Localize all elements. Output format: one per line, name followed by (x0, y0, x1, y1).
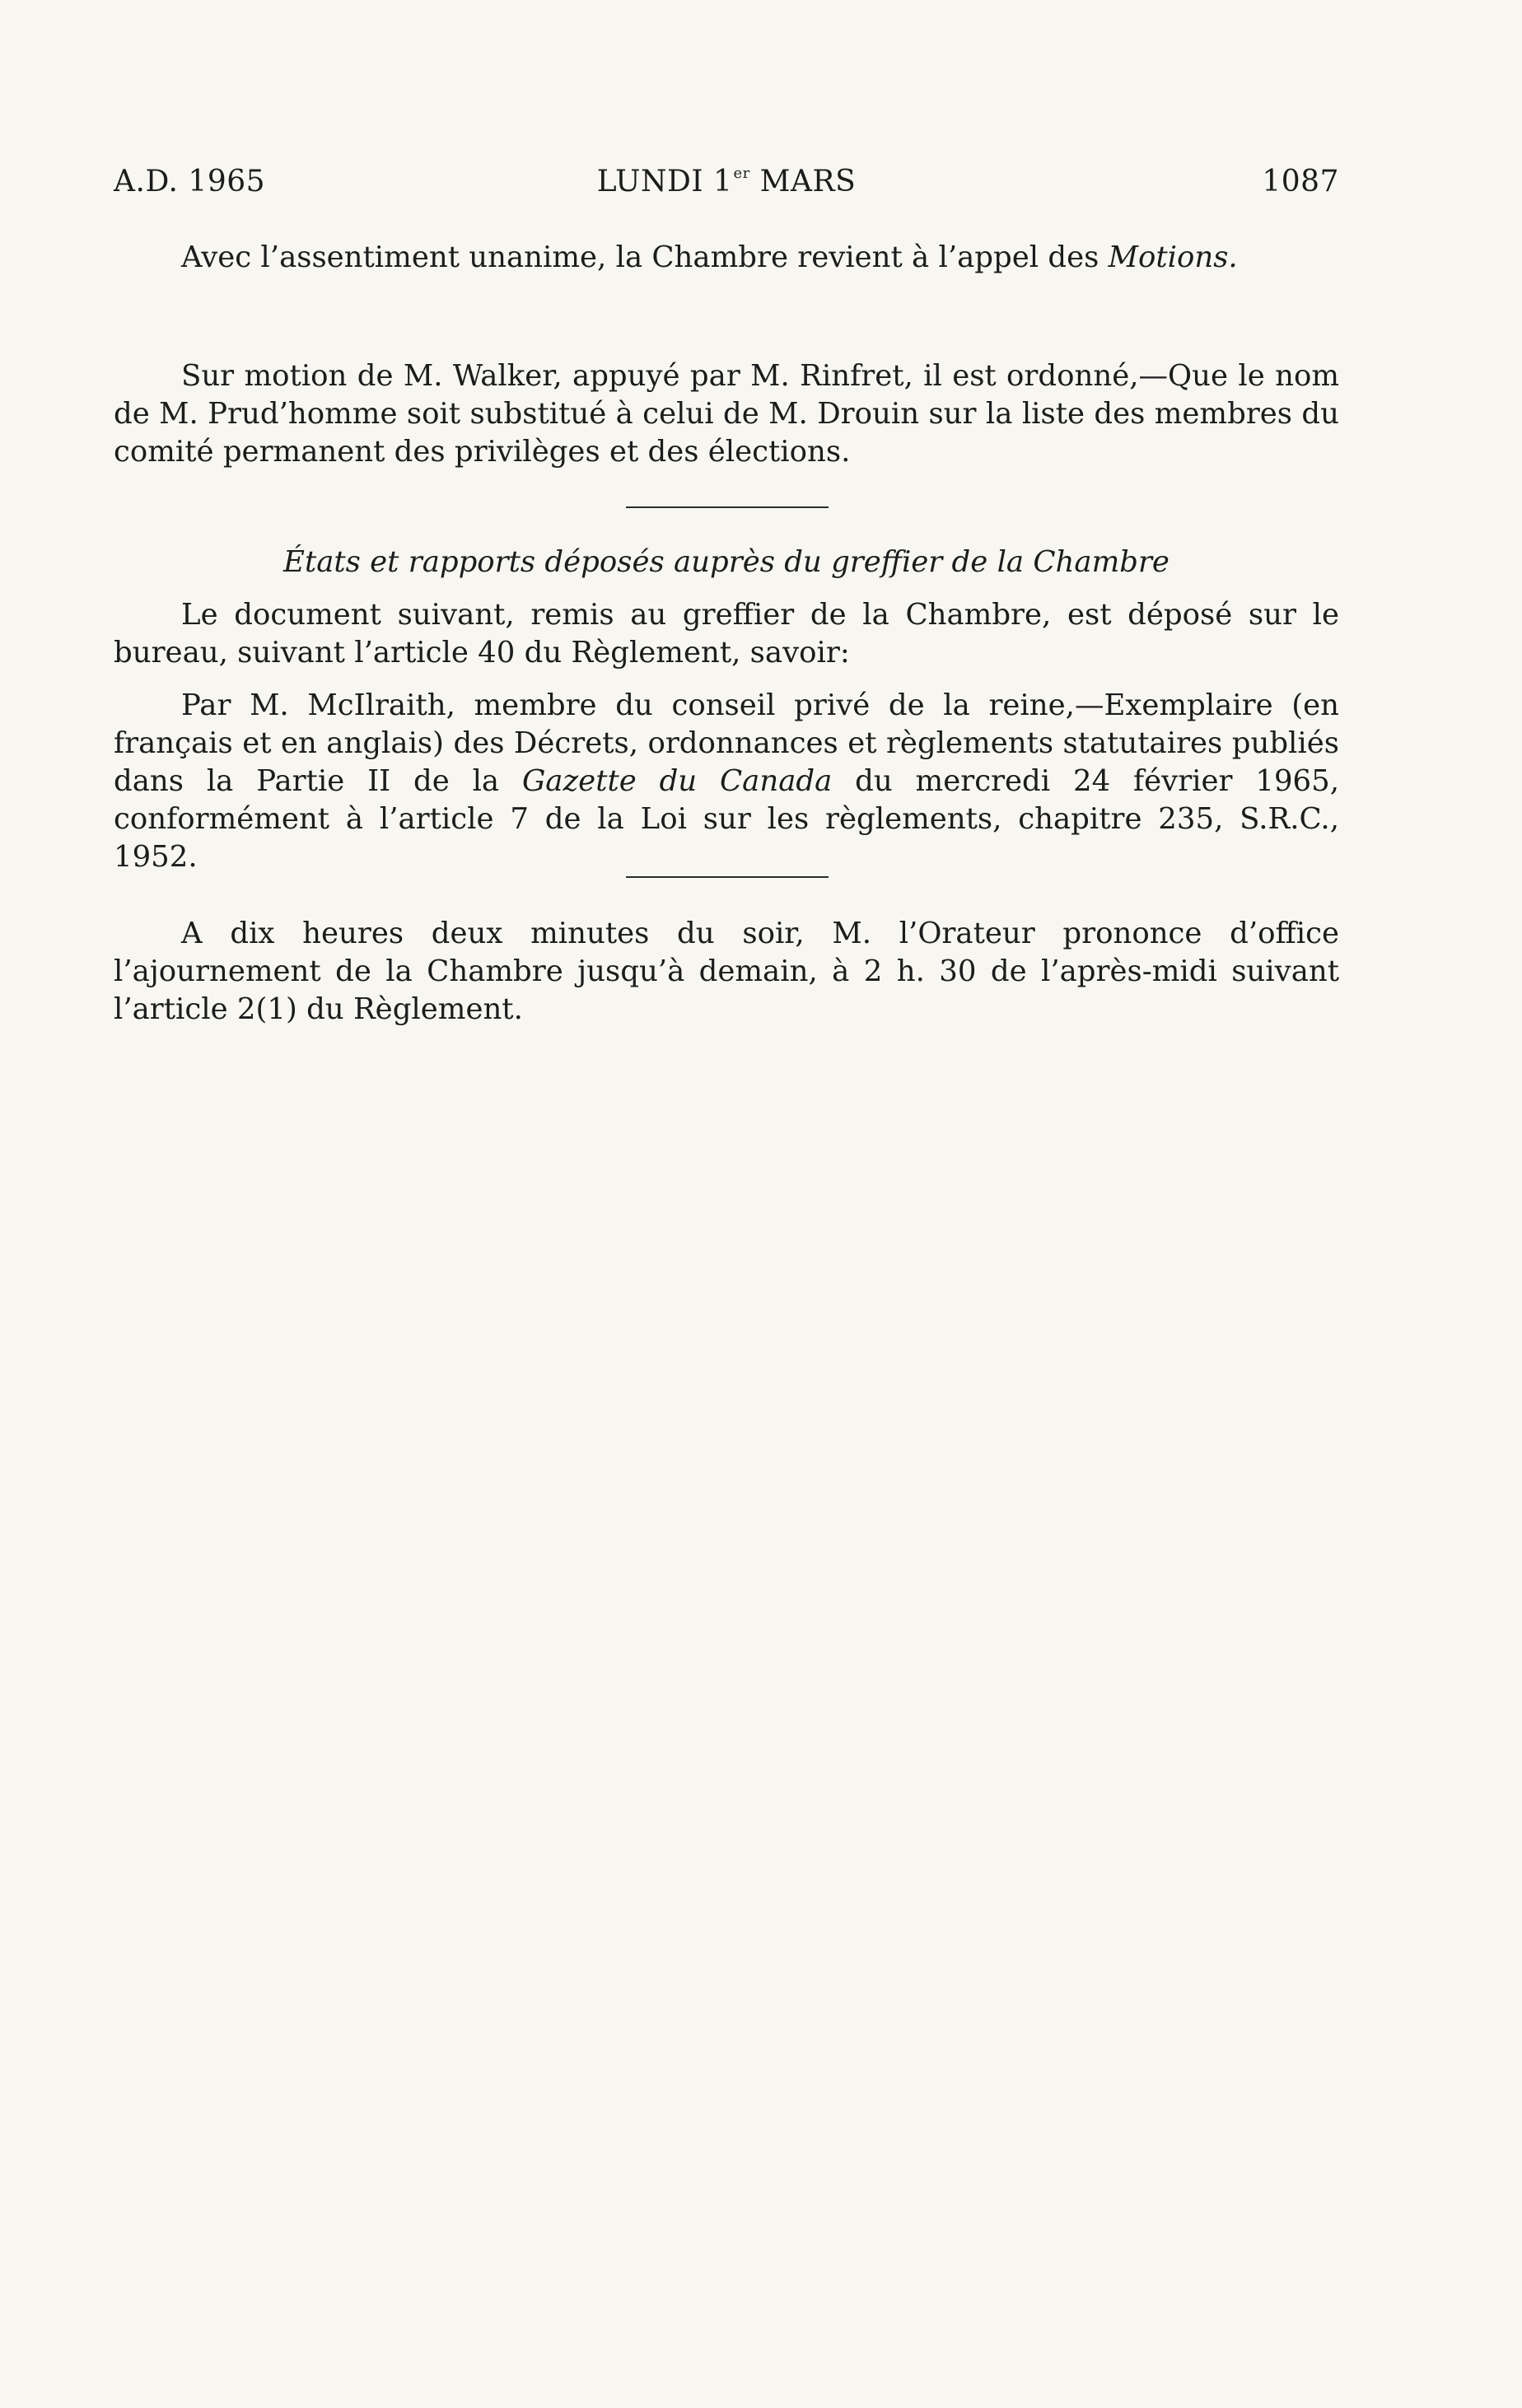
paragraph-motions (114, 239, 1339, 277)
paragraph-mcilraith-b: du mercredi 24 février 1965, conformément à l’article 7 de la Loi sur les règlements, chapitre 235, S.R.C., 1952. (114, 764, 1339, 874)
header-date-tail: MARS (749, 165, 857, 198)
section-title: États et rapports déposés auprès du greffier de la Chambre (283, 545, 1170, 579)
header-date (114, 165, 1339, 198)
page-header (114, 165, 1339, 214)
paragraph-adjournment: A dix heures deux minutes du soir, M. l’Orateur prononce d’office l’ajournement de la Chambre jusqu’à demain, à 2 h. 30 de l’après-midi suivant l’article 2(1) du Règlement. (114, 917, 1339, 1026)
divider-rule-2 (626, 876, 829, 878)
paragraph-mcilraith-a: Par M. McIlraith, membre du conseil privé de la reine,—Exemplaire (en français et en anglais) des Décrets, ordonnances et règlements statutaires publiés dans la Partie II de la (114, 688, 1339, 798)
header-year: A.D. 1965 (114, 165, 266, 198)
paragraph-motions-text: Avec l’assentiment unanime, la Chambre revient à l’appel des (181, 240, 1109, 274)
divider-rule-1 (626, 506, 829, 508)
header-date-sup: er (733, 165, 750, 182)
header-date-main: LUNDI 1 (596, 165, 733, 198)
paragraph-mcilraith-italic: Gazette du Canada (521, 764, 833, 798)
document-page (114, 0, 1339, 2408)
paragraph-walker-motion: Sur motion de M. Walker, appuyé par M. Rinfret, il est ordonné,—Que le nom de M. Prud’homme soit substitué à celui de M. Drouin sur la liste des membres du comité permanent des privilèges et des élections. (114, 359, 1339, 469)
page-number: 1087 (1262, 165, 1339, 198)
paragraph-mcilraith (114, 687, 1339, 876)
paragraph-motions-italic: Motions. (1108, 240, 1238, 274)
paragraph-document-deposit: Le document suivant, remis au greffier de la Chambre, est déposé sur le bureau, suivant l’article 40 du Règlement, savoir: (114, 598, 1339, 670)
